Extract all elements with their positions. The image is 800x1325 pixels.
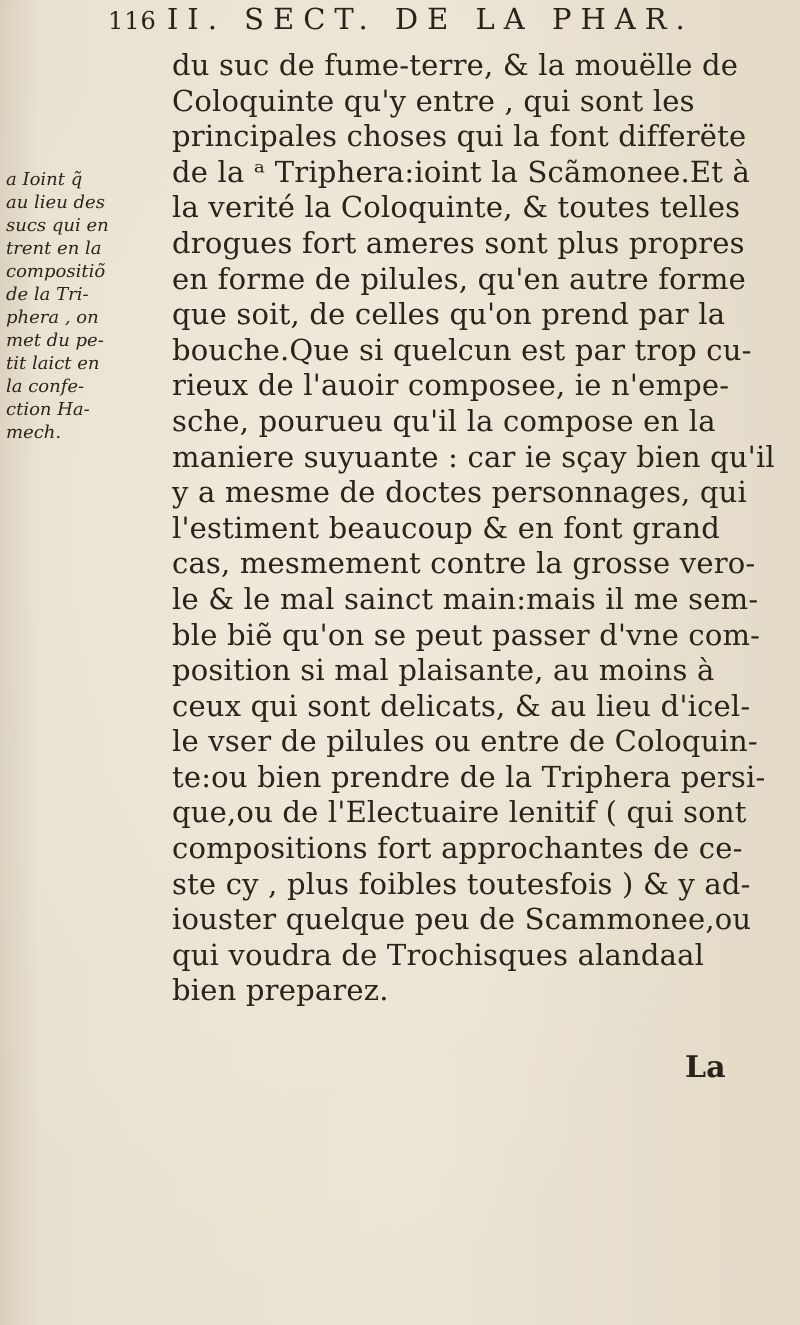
- margin-note-line: tit laict en: [6, 353, 100, 374]
- text-line: compositions fort approchantes de ce-: [172, 831, 743, 866]
- text-line: la verité la Coloquinte, & toutes telles: [172, 190, 741, 225]
- text-line: maniere suyuante : car ie sçay bien qu'il: [172, 439, 775, 474]
- text-line: rieux de l'auoir composee, ie n'empe-: [172, 368, 730, 403]
- text-line: iouster quelque peu de Scammonee,ou: [172, 902, 752, 937]
- catchword: La: [685, 1050, 726, 1085]
- text-line: le vser de pilules ou entre de Coloquin-: [172, 724, 758, 759]
- margin-note-line: met du pe-: [6, 330, 104, 351]
- text-line: du suc de fume-terre, & la mouëlle de: [172, 48, 739, 82]
- text-line: te:ou bien prendre de la Triphera persi-: [172, 759, 766, 794]
- text-line: le & le mal sainct main:mais il me sem-: [172, 581, 759, 616]
- text-line: en forme de pilules, qu'en autre forme: [172, 261, 746, 296]
- margin-note-line: ction Ha-: [6, 399, 90, 420]
- margin-note-line: sucs qui en: [6, 215, 109, 236]
- text-line: qui voudra de Trochisques alandaal: [172, 937, 705, 972]
- body-text: [172, 48, 775, 1009]
- margin-note-line: au lieu des: [6, 192, 105, 213]
- text-line: de la ᵃ Triphera:ioint la Scãmonee.Et à: [172, 154, 750, 189]
- margin-note-line: mech.: [6, 422, 62, 443]
- text-line: principales choses qui la font differëte: [172, 119, 747, 154]
- text-line: Coloquinte qu'y entre , qui sont les: [172, 83, 695, 118]
- text-line: bien preparez.: [172, 973, 389, 1008]
- text-line: ste cy , plus foibles toutesfois ) & y ad-: [172, 866, 751, 901]
- margin-note-line: trent en la: [6, 238, 102, 259]
- margin-note-line: phera , on: [6, 307, 99, 328]
- text-line: drogues fort ameres sont plus propres: [172, 225, 745, 260]
- text-line: ble biẽ qu'on se peut passer d'vne com-: [172, 617, 761, 652]
- text-line: que,ou de l'Electuaire lenitif ( qui sont: [172, 795, 747, 830]
- text-line: y a mesme de doctes personnages, qui: [172, 475, 747, 510]
- margin-note-line: de la Tri-: [6, 284, 89, 305]
- margin-note-line: a Ioint q̃: [6, 169, 83, 190]
- text-line: position si mal plaisante, au moins à: [172, 653, 715, 688]
- running-header: [108, 2, 788, 52]
- text-line: que soit, de celles qu'on prend par la: [172, 297, 726, 332]
- margin-note-line: la confe-: [6, 376, 85, 397]
- text-line: ceux qui sont delicats, & au lieu d'icel-: [172, 688, 751, 723]
- running-title: II. SECT. DE LA PHAR.: [166, 2, 694, 36]
- text-line: cas, mesmement contre la grosse vero-: [172, 546, 756, 581]
- text-line: l'estiment beaucoup & en font grand: [172, 510, 721, 545]
- margin-note-line: compositiõ: [6, 261, 106, 282]
- margin-note: [6, 168, 166, 444]
- page-number: 116: [108, 7, 157, 35]
- text-line: sche, pourueu qu'il la compose en la: [172, 403, 716, 438]
- text-line: bouche.Que si quelcun est par trop cu-: [172, 332, 752, 367]
